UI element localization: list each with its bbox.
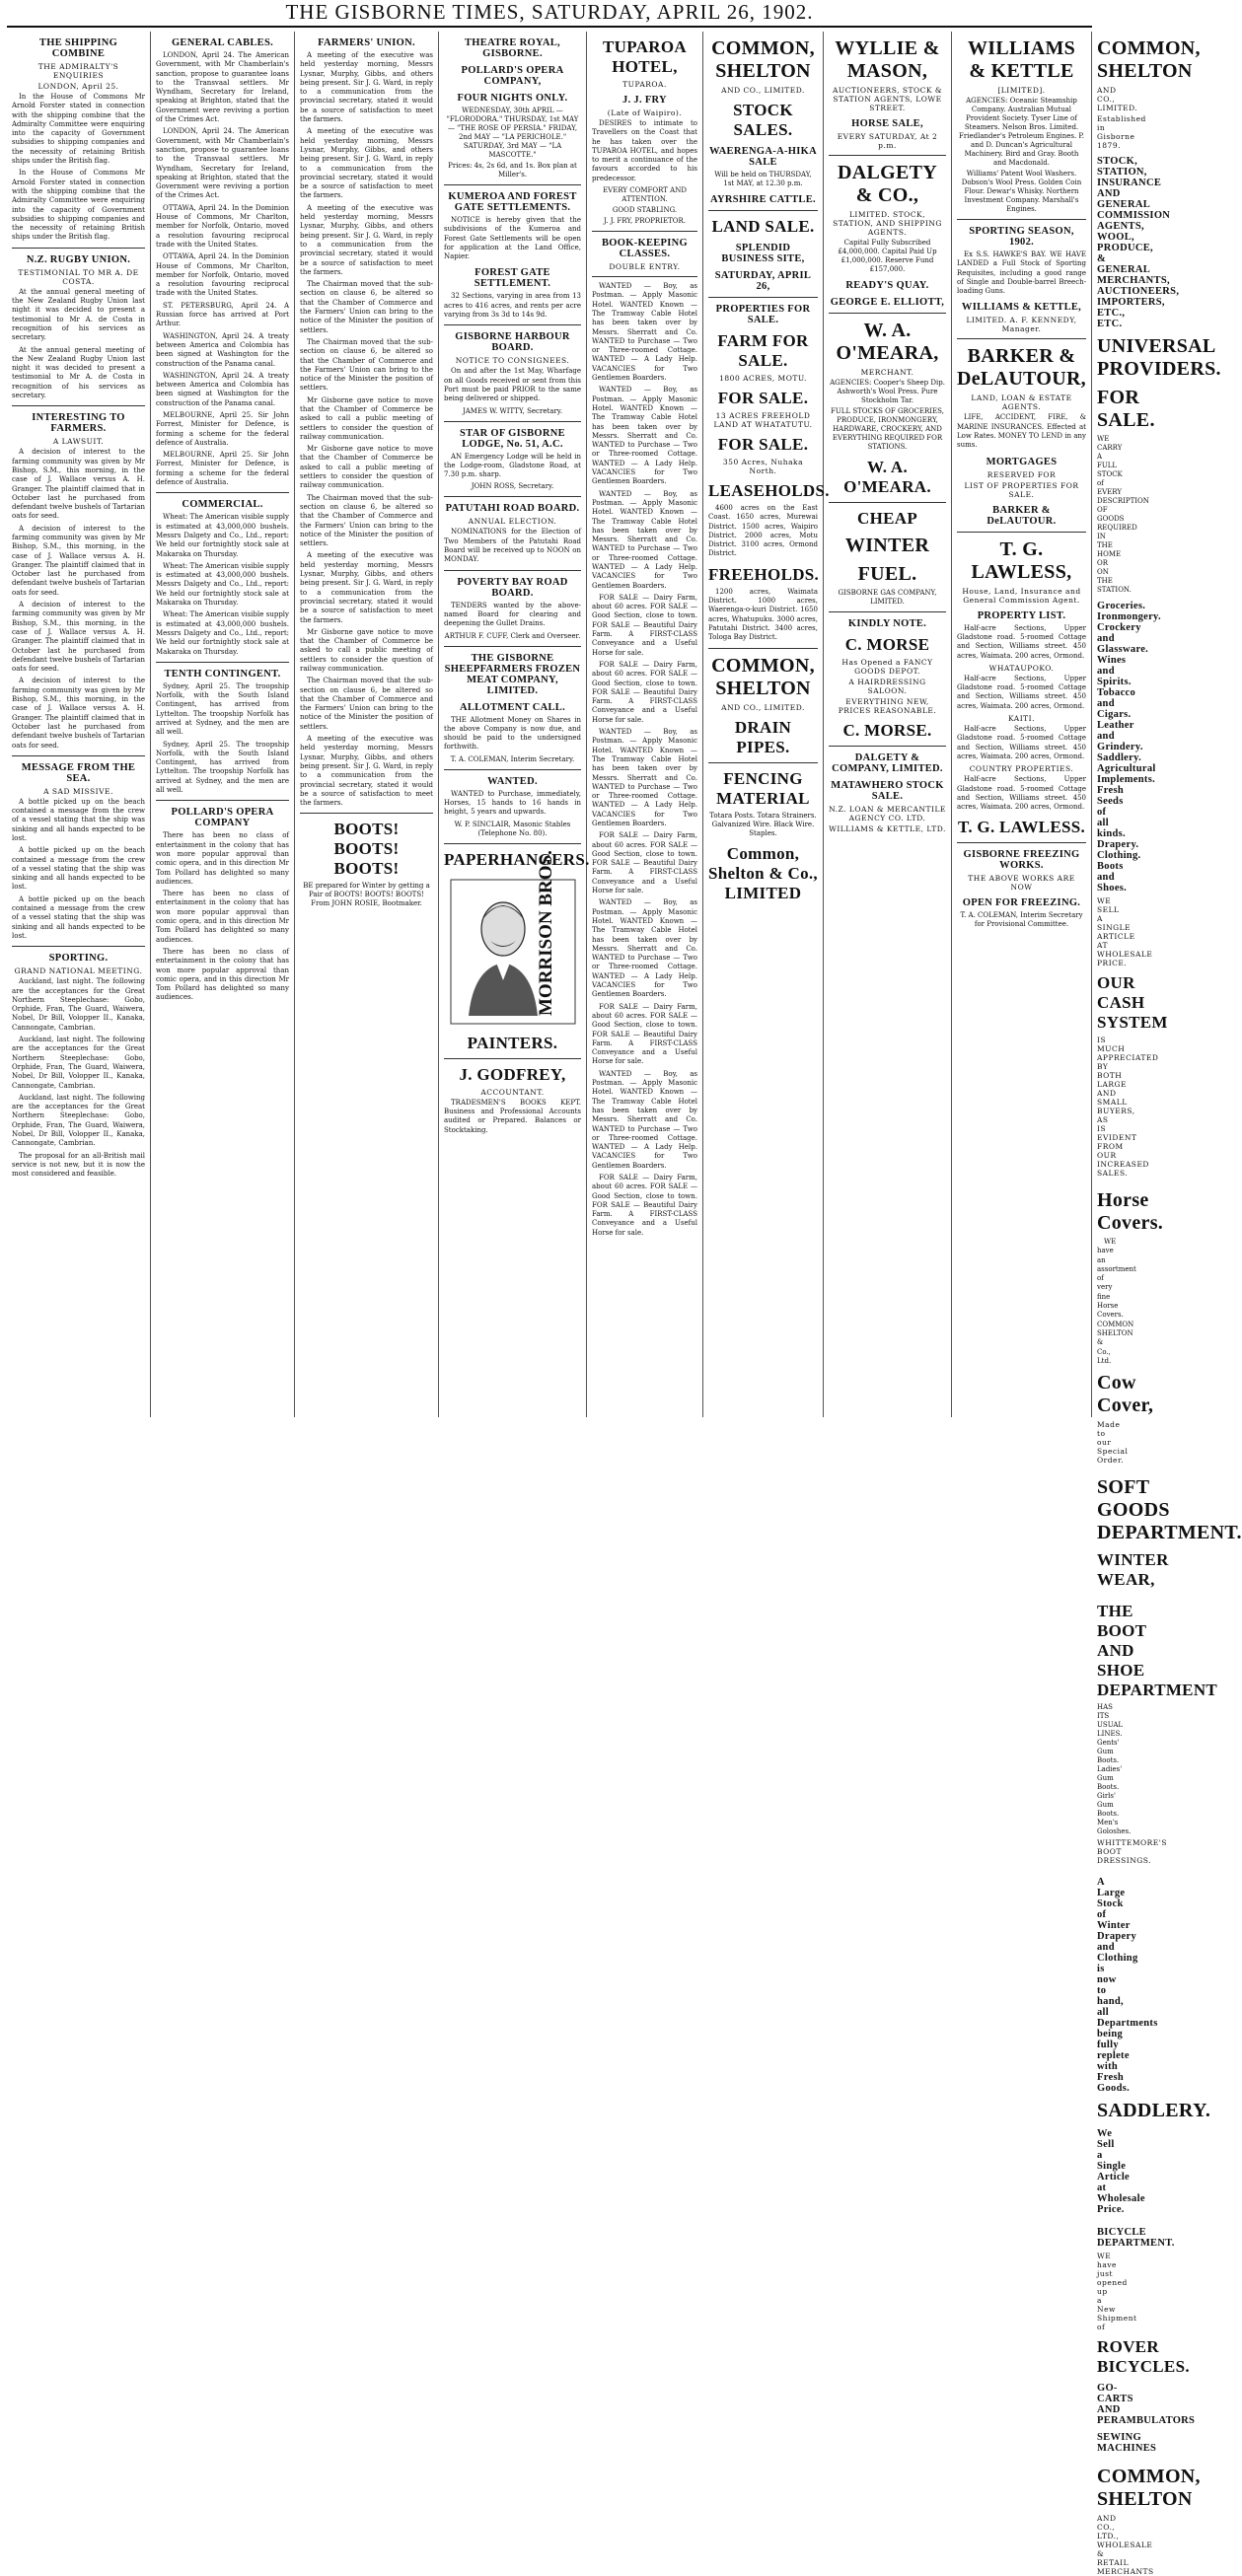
rugby-subheading: TESTIMONIAL TO MR A. DE COSTA. <box>18 267 139 286</box>
sea-body-2: A bottle picked up on the beach contained a message from the crew of a vessel stating that the ship was sinking and all hands expected to be lost. <box>12 846 145 892</box>
theatre-body: WEDNESDAY, 30th APRIL — "FLORODORA." THURSDAY, 1st MAY — "THE ROSE OF PERSIA." FRIDAY, 2nd MAY — "LA PERICHOLE." SATURDAY, 3rd MAY — "LA MASCOTTE." <box>446 107 579 159</box>
cs2-heading: COMMON, SHELTON <box>711 654 815 699</box>
shipping-subheading: THE ADMIRALTY'S ENQUIRIES <box>37 62 119 80</box>
poverty-sign: ARTHUR F. CUFF, Clerk and Overseer. <box>444 631 581 640</box>
omeara-stocks: FULL STOCKS OF GROCERIES, PRODUCE, IRONMONGERY, HARDWARE, CROCKERY, AND EVERYTHING REQUIRED FOR STATIONS. <box>831 407 944 451</box>
theatre-heading: THEATRE ROYAL, GISBORNE. <box>465 37 560 59</box>
hotel-stabling: GOOD STABLING. <box>612 206 678 215</box>
theatre-prices: Prices: 4s, 2s 6d, and 1s. Box plan at Miller's. <box>448 162 577 179</box>
sporting-body: Auckland, last night. The following are the acceptances for the Great Northern Steeplechase: Gobo, Orphide, Fran, The Guard, Waiwera, Nobel, Dr Bill, Volopper II., Kanaka, Cannongate, Cambrian. <box>12 977 145 1032</box>
gate-body: NOTICE is hereby given that the subdivisions of the Kumeroa and Forest Gate Settlements will be open for application at the Land Office, Napier. <box>444 216 581 261</box>
commercial-body-2: Wheat: The American visible supply is estimated at 43,000,000 bushels. Messrs Dalgety and Co., Ltd., report: We held our fortnightly stock sale at Makaraka on Thursday. <box>156 561 289 608</box>
poverty-heading: POVERTY BAY ROAD BOARD. <box>457 576 568 599</box>
wk-list: Williams' Patent Wool Washers. Dobson's Wool Press. Golden Coin Flour. Dewar's Whisky. Northern Investment Company. Marshall's Engines. <box>961 170 1082 213</box>
wk-sub: [LIMITED]. <box>997 86 1046 95</box>
kindly-note: KINDLY NOTE. <box>847 618 927 629</box>
elliott: GEORGE E. ELLIOTT, <box>830 297 945 308</box>
for-sale-body: 13 ACRES FREEHOLD LAND AT WHATATUTU. <box>713 411 813 429</box>
shipping-heading: THE SHIPPING COMBINE <box>38 37 118 59</box>
classifieds-4: FOR SALE — Dairy Farm, about 60 acres. FOR SALE — Good Section, close to town. FOR SALE — Beautiful Dairy Farm. A FIRST-CLASS Conveyance and a Useful Horse for sale. <box>592 593 697 657</box>
open-freezing: OPEN FOR FREEZING. <box>962 897 1081 909</box>
dalgety-2: DALGETY & COMPANY, LIMITED. <box>832 752 943 774</box>
for-sale-heading-2: FOR SALE. <box>717 435 809 454</box>
farmers-union-body-9: A meeting of the executive was held yesterday morning, Messrs Lysnar, Murphy, Gibbs, and others being present. Sir J. G. Ward, in reply to a communication from the provincial secretary, stated it would be a source of satisfaction to meet the farmers. <box>300 551 433 624</box>
winter: WINTER <box>844 535 930 556</box>
cables-body-4b: WASHINGTON, April 24. A treaty between America and Colombia has been signed at Washington for the construction of the Panama canal. <box>156 371 289 407</box>
rugby-heading: N.Z. RUGBY UNION. <box>26 253 131 265</box>
farm-heading: FARM FOR SALE. <box>717 331 809 370</box>
wk-2: WILLIAMS & KETTLE, <box>961 302 1082 314</box>
property-list-heading: PROPERTY LIST. <box>977 609 1066 621</box>
sea-heading: MESSAGE FROM THE SEA. <box>21 761 136 784</box>
cs2-sub: AND CO., LIMITED. <box>721 702 805 712</box>
cables-body-5: MELBOURNE, April 25. Sir John Forrest, Minister for Defence, is forming a scheme for the federal defence of Australia. <box>156 410 289 447</box>
cables-body-1b: LONDON, April 24. The American Government, with Mr Chamberlain's sanction, propose to guarantee loans to the Transvaal settlers. Mr Wyndham, Secretary for Ireland, speaking at Brighton, stated that the Government were reviving a portion of the Crimes Act. <box>156 127 289 200</box>
paperhangers-heading: PAPERHANGERS. <box>444 849 590 869</box>
mail-body: The proposal for an all-British mail service is not new, but it is now the most considered and feasible. <box>12 1151 145 1179</box>
patutahi-body: NOMINATIONS for the Election of Two Members of the Patutahi Road Board will be received up to NOON on MONDAY. <box>444 528 581 564</box>
nzloan: N.Z. LOAN & MERCANTILE AGENCY CO. LTD. <box>829 805 946 823</box>
morse-sub: Has Opened a FANCY GOODS DEPOT. <box>841 658 933 676</box>
classifieds-3: WANTED — Boy, as Postman. — Apply Masonic Hotel. WANTED Known — The Tramway Cable Hotel has been taken over by Messrs. Sherratt and Co. WANTED to Purchase — Two or Three-roomed Cottage. WANTED — A Lady Help. VACANCIES for Two Gentlemen Boarders. <box>592 489 697 590</box>
harbour-subheading: NOTICE TO CONSIGNEES. <box>455 356 570 366</box>
barker-heading: BARKER & DeLAUTOUR, <box>957 345 1086 391</box>
column-1 <box>7 32 151 1417</box>
coleman: T. A. COLEMAN, Interim Secretary for Provisional Committee. <box>960 911 1083 929</box>
farmers-body-3: A decision of interest to the farming community was given by Mr Bishop, S.M., this morning, in the case of J. Wallace versus A. H. Granger. The plaintiff claimed that in October last he purchased from defendant twelve bushels of Tartarian oats for seed. <box>12 601 145 674</box>
shipping-dateline: LONDON, April 25. <box>37 82 119 91</box>
sea-body: A bottle picked up on the beach contained a message from the crew of a vessel stating that the ship was sinking and all hands expected to be lost. <box>12 797 145 842</box>
allot-heading: ALLOTMENT CALL. <box>460 701 565 713</box>
rugby-body: At the annual general meeting of the New Zealand Rugby Union last night it was decided to present a testimonial to Mr A. de Costa in recognition of his services as secretary. <box>12 287 145 342</box>
farmers-union-body-2: A meeting of the executive was held yesterday morning, Messrs Lysnar, Murphy, Gibbs, and others being present. Sir J. G. Ward, in reply to a communication from the provincial secretary, stated it would be a source of satisfaction to meet the farmers. <box>300 127 433 200</box>
hotel-heading: TUPAROA HOTEL, <box>603 37 687 76</box>
wm-ltd: WILLIAMS & KETTLE, LTD. <box>829 824 946 833</box>
wanted-sign: W. P. SINCLAIR, Masonic Stables (Telephone No. 80). <box>454 820 571 837</box>
allot-body: THE Allotment Money on Shares in the above Company is now due, and should be paid to the undersigned forthwith. <box>444 715 581 751</box>
dalgety-sub: LIMITED. STOCK, STATION, AND SHIPPING AGENTS. <box>833 210 942 237</box>
lodge-body: AN Emergency Lodge will be held in the Lodge-room, Gladstone Road, at 7.30 p.m. sharp. <box>444 452 581 479</box>
matawhero: MATAWHERO STOCK SALE. <box>831 780 944 802</box>
farmers-subheading: A LAWSUIT. <box>52 437 105 447</box>
whataupoko: WHATAUPOKO. <box>988 663 1055 673</box>
gate-heading: KUMEROA AND FOREST GATE SETTLEMENTS. <box>448 191 577 213</box>
farmers-union-body-8: The Chairman moved that the sub-section on clause 6, be altered so that the Chamber of Commerce and the Farmers' Union can bring to the notice of the Minister the position of settlers. <box>300 493 433 548</box>
column-6 <box>703 32 830 1417</box>
omeara-sub: MERCHANT. <box>860 368 914 377</box>
property-body-4: Half-acre Sections, Upper Gladstone road. 5-roomed Cottage and Section, Williams street. 450 acres, Waimata. 200 acres, Ormond. <box>957 775 1086 812</box>
fuel: FUEL. <box>857 563 917 585</box>
pollard-heading: POLLARD'S OPERA COMPANY <box>171 807 274 829</box>
farmers-union-body-7: Mr Gisborne gave notice to move that the Chamber of Commerce be asked to call a public meeting of settlers to consider the question of railway communication. <box>300 445 433 490</box>
sporting-body-2: Auckland, last night. The following are the acceptances for the Great Northern Steeplechase: Gobo, Orphide, Fran, The Guard, Waiwera, Nobel, Dr Bill, Volopper II., Kanaka, Cannongate, Cambrian. <box>12 1036 145 1090</box>
forest-heading: FOREST GATE SETTLEMENT. <box>474 267 551 290</box>
classifieds-7: FOR SALE — Dairy Farm, about 60 acres. FOR SALE — Good Section, close to town. FOR SALE — Beautiful Dairy Farm. A FIRST-CLASS Conveyance and a Useful Horse for sale. <box>592 831 697 895</box>
column-8 <box>952 32 1092 1417</box>
sporting-subheading: GRAND NATIONAL MEETING. <box>14 966 143 976</box>
freezing-works: GISBORNE FREEZING WORKS. <box>963 849 1080 872</box>
farmers-heading: INTERESTING TO FARMERS. <box>32 412 125 435</box>
stock-sales-heading: STOCK SALES. <box>733 101 793 139</box>
commercial-heading: COMMERCIAL. <box>182 499 263 511</box>
cs3-heading: Common, Shelton & Co., LIMITED <box>708 843 818 902</box>
theatre-company: POLLARD'S OPERA COMPANY, <box>461 65 564 87</box>
farmers-union-body-12: A meeting of the executive was held yesterday morning, Messrs Lysnar, Murphy, Gibbs, and others being present. Sir J. G. Ward, in reply to a communication from the provincial secretary, stated it would be a source of satisfaction to meet the farmers. <box>300 735 433 808</box>
kaiti: KAITI. <box>1007 714 1036 724</box>
barker-2: BARKER & DeLAUTOUR. <box>986 504 1057 527</box>
hotel-sign: J. J. FRY, PROPRIETOR. <box>604 217 686 226</box>
sporting-heading: SPORTING. <box>48 953 109 965</box>
patutahi-heading: PATUTAHI ROAD BOARD. <box>445 503 580 515</box>
tenth-body: Sydney, April 25. The troopship Norfolk, with the South Island Contingent, has arrived from Lyttelton. The troopship Norfolk has arrived at Sydney, and the men are all well. <box>156 681 289 737</box>
everything-new: EVERYTHING NEW, PRICES REASONABLE. <box>838 697 937 715</box>
ready-quay: READY'S QUAY. <box>845 280 929 291</box>
wk-agencies: AGENCIES: Oceanic Steamship Company. Australian Mutual Provident Society. Tyser Line of Steamers. Nelson Bros. Limited. Friedlander's Petroleum Engines. P. and D. Duncan's Agricultural Machinery. Bird and Gray. Booth and Macdonald. <box>959 97 1084 167</box>
tenth-heading: TENTH CONTINGENT. <box>164 668 281 680</box>
hairdressing: A HAIRDRESSING SALOON. <box>848 678 926 695</box>
farmers-union-body-10: Mr Gisborne gave notice to move that the Chamber of Commerce be asked to call a public meeting of settlers to consider the question of railway communication. <box>300 627 433 673</box>
splendid-heading: SPLENDID BUSINESS SITE, <box>721 243 805 264</box>
godfrey-heading: J. GODFREY, <box>459 1064 566 1084</box>
godfrey-body: TRADESMEN'S BOOKS KEPT. Business and Professional Accounts audited or Prepared. Balances or Stocktaking. <box>444 1098 581 1134</box>
property-body-3: Half-acre Sections, Upper Gladstone road. 5-roomed Cottage and Section, Williams street. 450 acres, Waimata. 200 acres, Ormond. <box>957 725 1086 760</box>
classifieds-2: WANTED — Boy, as Postman. — Apply Masonic Hotel. WANTED Known — The Tramway Cable Hotel has been taken over by Messrs. Sherratt and Co. WANTED to Purchase — Two or Three-roomed Cottage. WANTED — A Lady Help. VACANCIES for Two Gentlemen Boarders. <box>592 386 697 486</box>
column-5 <box>587 32 703 1417</box>
lodge-sign: JOHN ROSS, Secretary. <box>471 482 554 491</box>
column-3 <box>295 32 439 1417</box>
fencing-heading: FENCING MATERIAL <box>716 768 810 808</box>
hotel-owner: J. J. FRY <box>622 95 667 106</box>
cables-body-2b: OTTAWA, April 24. In the Dominion House of Commons, Mr Charlton, member for Norfolk, Ontario, moved a resolution favouring reciprocal trade with the United States. <box>156 252 289 298</box>
theatre-nights: FOUR NIGHTS ONLY. <box>457 93 568 104</box>
properties-list: LIST OF PROPERTIES FOR SALE. <box>964 480 1079 499</box>
barker-sub: LAND, LOAN & ESTATE AGENTS. <box>971 394 1072 412</box>
classifieds-8: WANTED — Boy, as Postman. — Apply Masonic Hotel. WANTED Known — The Tramway Cable Hotel has been taken over by Messrs. Sherratt and Co. WANTED to Purchase — Two or Three-roomed Cottage. WANTED — A Lady Help. VACANCIES for Two Gentlemen Boarders. <box>592 898 697 999</box>
omeara-agencies: AGENCIES: Cooper's Sheep Dip. Ashworth's Wool Press. Pure Stockholm Tar. <box>830 379 945 404</box>
column-4 <box>439 32 590 1417</box>
freezing-heading: THE GISBORNE SHEEPFARMERS FROZEN MEAT COMPANY, LIMITED. <box>444 652 581 696</box>
bookkeeping-heading: BOOK-KEEPING CLASSES. <box>601 238 689 260</box>
property-body-2: Half-acre Sections, Upper Gladstone road. 5-roomed Cottage and Section, Williams street. 450 acres, Waimata. 200 acres, Ormond. <box>957 674 1086 710</box>
for-sale-heading: FOR SALE. <box>717 389 809 407</box>
freeholds-heading: FREEHOLDS. <box>708 564 820 584</box>
lodge-heading: STAR OF GISBORNE LODGE, No. 51, A.C. <box>460 427 565 450</box>
leasehold-body: 4600 acres on the East Coast. 1650 acres, Murewai District. 1500 acres, Waipiro District. 2000 acres, Motu District. 3100 acres, Ormond District. <box>708 504 818 558</box>
sporting-season: SPORTING SEASON, 1902. <box>969 226 1074 248</box>
wanted-heading: WANTED. <box>487 775 538 787</box>
farmers-union-heading: FARMERS' UNION. <box>318 37 415 48</box>
leaseholds-heading: LEASEHOLDS. <box>708 481 830 500</box>
cheap: CHEAP <box>857 509 917 528</box>
classifieds-10: WANTED — Boy, as Postman. — Apply Masonic Hotel. WANTED Known — The Tramway Cable Hotel has been taken over by Messrs. Sherratt and Co. WANTED to Purchase — Two or Three-roomed Cottage. WANTED — A Lady Help. VACANCIES for Two Gentlemen Boarders. <box>592 1069 697 1170</box>
gas-company: GISBORNE GAS COMPANY, LIMITED. <box>838 589 937 606</box>
harbour-sign: JAMES W. WITTY, Secretary. <box>462 406 563 415</box>
cables-body-3: ST. PETERSBURG, April 24. A Russian force has arrived at Port Arthur. <box>156 301 289 328</box>
painters-heading: PAINTERS. <box>467 1033 558 1052</box>
property-body: Half-acre Sections, Upper Gladstone road. 5-roomed Cottage and Section, Williams street. 450 acres, Waimata. 200 acres, Ormond. <box>957 623 1086 660</box>
newspaper-page <box>7 0 1242 2576</box>
boots-heading: BOOTS! BOOTS! BOOTS! <box>333 820 400 879</box>
farm-body: 1800 ACRES, MOTU. <box>719 374 807 383</box>
dalgety-capital: Capital Fully Subscribed £4,000,000. Capital Paid Up £1,000,000. Reserve Fund £157,000. <box>838 239 937 273</box>
masthead <box>7 0 1092 28</box>
hotel-place: TUPAROA. <box>622 80 667 89</box>
farmers-body-4: A decision of interest to the farming community was given by Mr Bishop, S.M., this morning, in the case of J. Wallace versus A. H. Granger. The plaintiff claimed that in October last he purchased from defendant twelve bushels of Tartarian oats for seed. <box>12 677 145 750</box>
tenth-body-2: Sydney, April 25. The troopship Norfolk, with the South Island Contingent, has arrived from Lyttelton. The troopship Norfolk has arrived at Sydney, and the men are all well. <box>156 740 289 795</box>
patutahi-subheading: ANNUAL ELECTION. <box>468 517 557 527</box>
sporting-body-3: Auckland, last night. The following are the acceptances for the Great Northern Steeplechase: Gobo, Orphide, Fran, The Guard, Waiwera, Nobel, Dr Bill, Volopper II., Kanaka, Cannongate, Cambrian. <box>12 1093 145 1148</box>
wyllie-heading: WYLLIE & MASON, <box>835 37 940 82</box>
freehold-body: 1200 acres, Waimata District. 1000 acres, Waerenga-o-kuri District. 1650 acres, Whatupuku. 3000 acres, Patutahi District. 3400 acres, Tologa Bay District. <box>708 587 818 642</box>
reserved: RESERVED FOR <box>986 469 1057 479</box>
farmers-union-body-6: Mr Gisborne gave notice to move that the Chamber of Commerce be asked to call a public meeting of settlers to consider the question of railway communication. <box>300 395 433 441</box>
lawless-heading: T. G. LAWLESS, <box>971 537 1072 583</box>
hotel-sub: (Late of Waipiro). <box>607 108 683 117</box>
land-sale-heading: LAND SALE. <box>711 217 815 236</box>
farmers-union-body-11: The Chairman moved that the sub-section on clause 6, be altered so that the Chamber of Commerce and the Farmers' Union can bring to the notice of the Minister the position of settlers. <box>300 677 433 731</box>
commercial-body-3: Wheat: The American visible supply is estimated at 43,000,000 bushels. Messrs Dalgety and Co., Ltd., report: We held our fortnightly stock sale at Makaraka on Thursday. <box>156 610 289 656</box>
morse-heading: C. MORSE <box>844 635 930 654</box>
sea-body-3: A bottle picked up on the beach contained a message from the crew of a vessel stating that the ship was sinking and all hands expected to be lost. <box>12 894 145 940</box>
shipping-body: In the House of Commons Mr Arnold Forster stated in connection with the shipping combine that the Admiralty Committee were enquiring into the capacity of Government subsidies to shipping companies and the necessity of retaining British ships under the British flag. <box>12 93 145 166</box>
portrait-caption: MORRISON BROS. <box>535 849 556 1016</box>
farmers-union-body: A meeting of the executive was held yesterday morning, Messrs Lysnar, Murphy, Gibbs, and others being present. Sir J. G. Ward, in reply to a communication from the provincial secretary, stated it would be a source of satisfaction to meet the farmers. <box>300 51 433 124</box>
columns <box>7 32 1242 2576</box>
wyllie-sub: AUCTIONEERS, STOCK & STATION AGENTS, LOWE STREET. <box>832 86 943 112</box>
allot-sign: T. A. COLEMAN, Interim Secretary. <box>450 754 575 763</box>
country-properties: COUNTRY PROPERTIES. <box>969 764 1074 774</box>
classifieds-1: WANTED — Boy, as Postman. — Apply Masonic Hotel. WANTED Known — The Tramway Cable Hotel has been taken over by Messrs. Sherratt and Co. WANTED to Purchase — Two or Three-roomed Cottage. WANTED — A Lady Help. VACANCIES for Two Gentlemen Boarders. <box>592 282 697 383</box>
freezing-sub: THE ABOVE WORKS ARE NOW <box>968 874 1075 893</box>
horse-date: EVERY SATURDAY, At 2 p.m. <box>837 132 938 150</box>
boots-body: BE prepared for Winter by getting a Pair of BOOTS! BOOTS! BOOTS! From JOHN ROSIE, Bootmaker. <box>303 882 430 908</box>
dalgety-heading: DALGETY & CO., <box>837 162 937 206</box>
rugby-body-2: At the annual general meeting of the New Zealand Rugby Union last night it was decided to present a testimonial to Mr A. de Costa in recognition of his services as secretary. <box>12 345 145 400</box>
lawless-sub: House, Land, Insurance and General Commission Agent. <box>962 586 1081 605</box>
morse-2: C. MORSE. <box>842 721 932 740</box>
column-7 <box>824 32 952 1417</box>
sea-subheading: A SAD MISSIVE. <box>43 786 113 796</box>
omeara-heading: W. A. O'MEARA, <box>836 320 939 364</box>
cs-heading: COMMON, SHELTON <box>711 37 815 82</box>
pollard-body-2: There has been no class of entertainment in the colony that has won more popular approval than comic opera, and in this direction Mr Tom Pollard has delighted so many audiences. <box>156 890 289 944</box>
horse-sale-heading: HORSE SALE, <box>851 118 923 129</box>
harbour-heading: GISBORNE HARBOUR BOARD. <box>455 331 570 354</box>
pollard-body: There has been no class of entertainment in the colony that has won more popular approval than comic opera, and in this direction Mr Tom Pollard has delighted so many audiences. <box>156 831 289 886</box>
pollard-body-3: There has been no class of entertainment in the colony that has won more popular approval than comic opera, and in this direction Mr Tom Pollard has delighted so many audiences. <box>156 947 289 1002</box>
farmers-union-body-5: The Chairman moved that the sub-section on clause 6, be altered so that the Chamber of Commerce and the Farmers' Union can bring to the notice of the Minister the position of settlers. <box>300 337 433 393</box>
farmers-body: A decision of interest to the farming community was given by Mr Bishop, S.M., this morning, in the case of J. Wallace versus A. H. Granger. The plaintiff claimed that in October last he purchased from defendant twelve bushels of Tartarian oats for seed. <box>12 448 145 521</box>
godfrey-title: ACCOUNTANT. <box>480 1087 545 1097</box>
hotel-lines: EVERY COMFORT AND ATTENTION. <box>603 186 687 204</box>
farmers-body-2: A decision of interest to the farming community was given by Mr Bishop, S.M., this morning, in the case of J. Wallace versus A. H. Granger. The plaintiff claimed that in October last he purchased from defendant twelve bushels of Tartarian oats for seed. <box>12 524 145 597</box>
barker-body: LIFE, ACCIDENT, FIRE, & MARINE INSURANCES. Effected at Low Rates. MONEY TO LEND in any sums. <box>957 413 1086 450</box>
sporting-season-body: Ex S.S. HAWKE'S BAY. WE HAVE LANDED a Full Stock of Sporting Requisites, including a good range of Single and Double-barrel Breech-loading Guns. <box>957 250 1086 296</box>
cables-heading: GENERAL CABLES. <box>171 37 274 48</box>
cables-body-2: OTTAWA, April 24. In the Dominion House of Commons, Mr Charlton, member for Norfolk, Ontario, moved a resolution favouring reciprocal trade with the United States. <box>156 203 289 249</box>
sale-date: Will be held on THURSDAY, 1st MAY, at 12.30 p.m. <box>714 171 812 187</box>
ayrshire-heading: AYRSHIRE CATTLE. <box>710 194 816 205</box>
shipping-body-2: In the House of Commons Mr Arnold Forster stated in connection with the shipping combine that the Admiralty Committee were enquiring into the capacity of Government subsidies to shipping companies and the necessity of retaining British ships under the British flag. <box>12 169 145 242</box>
classifieds-5: FOR SALE — Dairy Farm, about 60 acres. FOR SALE — Good Section, close to town. FOR SALE — Beautiful Dairy Farm. A FIRST-CLASS Conveyance and a Useful Horse for sale. <box>592 660 697 724</box>
classifieds-9: FOR SALE — Dairy Farm, about 60 acres. FOR SALE — Good Section, close to town. FOR SALE — Beautiful Dairy Farm. A FIRST-CLASS Conveyance and a Useful Horse for sale. <box>592 1002 697 1066</box>
forest-body: 32 Sections, varying in area from 13 acres to 416 acres, and rents per acre varying from 3s 3d to 14s 9d. <box>444 292 581 320</box>
farmers-union-body-3: A meeting of the executive was held yesterday morning, Messrs Lysnar, Murphy, Gibbs, and others being present. Sir J. G. Ward, in reply to a communication from the provincial secretary, stated it would be a source of satisfaction to meet the farmers. <box>300 203 433 276</box>
fencing-body: Totara Posts. Totara Strainers. Galvanized Wire. Black Wire. Staples. <box>709 811 817 837</box>
wanted-body: WANTED to Purchase, immediately, Horses, 15 hands to 16 hands in height, 5 years and upwards. <box>444 789 581 817</box>
double-entry: DOUBLE ENTRY. <box>609 262 681 272</box>
cs-sub: AND CO., LIMITED. <box>721 86 805 95</box>
lawless-2: T. G. LAWLESS. <box>957 818 1086 837</box>
cables-body-5b: MELBOURNE, April 25. Sir John Forrest, Minister for Defence, is forming a scheme for the federal defence of Australia. <box>156 451 289 487</box>
wk-heading: WILLIAMS & KETTLE <box>967 37 1076 82</box>
column-9: COMMON, SHELTON AND CO., LIMITED. Established in Gisborne 1879. STOCK, STATION, INSURANCE AND GENERAL COMMISSION AGENTS, WOOL, PRODUCE, & GENERAL MERCHANTS, AUCTIONEERS, IMPORTERS, ETC., ETC. UNIVERSAL PROVIDERS. FOR SALE. WE CARRY A FULL STOCK of EVERY DESCRIPTION OF GOODS REQUIRED IN THE HOME OR ON THE STATION. Groceries. Ironmongery. Crockery and Glassware. Wines and Spirits. Tobacco and Cigars. Leather and Grindery. Saddlery. Agricultural Implements. Fresh Seeds of all kinds. Drapery. Clothing. Boots and Shoes. WE SELL A SINGLE ARTICLE AT WHOLESALE PRICE. OUR CASH SYSTEM IS MUCH APPRECIATED BY BOTH LARGE AND SMALL BUYERS, AS IS EVIDENT FROM OUR INCREASED SALES. Horse Covers. WE have an assortment of very fine Horse Covers. COMMON SHELTON & Co., Ltd. Cow Cover, Made to our Special Order. SOFT GOODS DEPARTMENT. WINTER WEAR, THE BOOT AND SHOE DEPARTMENT HAS ITS USUAL LINES. Gents' Gum Boots. Ladies' Gum Boots. Girls' Gum Boots. Men's Goloshes. WHITTEMORE'S BOOT DRESSINGS. A Large Stock of Winter Drapery and Clothing is now to hand, all Departments being fully replete with Fresh Goods. SADDLERY. We Sell a Single Article at Wholesale Price. BICYCLE DEPARTMENT. WE have just opened up a New Shipment of ROVER BICYCLES. GO-CARTS AND PERAMBULATORS SEWING MACHINES COMMON, SHELTON AND CO., LTD., WHOLESALE & RETAIL MERCHANTS <box>1097 37 1242 2576</box>
cables-body-1: LONDON, April 24. The American Government, with Mr Chamberlain's sanction, propose to guarantee loans to the Transvaal settlers. Mr Wyndham, Secretary for Ireland, speaking at Brighton, stated that the Government were reviving a portion of the Crimes Act. <box>156 51 289 124</box>
hotel-body: DESIRES to intimate to Travellers on the Coast that he has taken over the TUPAROA HOTEL, and hopes to merit a continuance of the favours accorded to his predecessor. <box>592 119 697 182</box>
classifieds-6: WANTED — Boy, as Postman. — Apply Masonic Hotel. WANTED Known — The Tramway Cable Hotel has been taken over by Messrs. Sherratt and Co. WANTED to Purchase — Two or Three-roomed Cottage. WANTED — A Lady Help. VACANCIES for Two Gentlemen Boarders. <box>592 728 697 827</box>
classifieds-11: FOR SALE — Dairy Farm, about 60 acres. FOR SALE — Good Section, close to town. FOR SALE — Beautiful Dairy Farm. A FIRST-CLASS Conveyance and a Useful Horse for sale. <box>592 1173 697 1237</box>
waerenga-heading: WAERENGA-A-HIKA SALE <box>709 146 817 168</box>
cables-body-4: WASHINGTON, April 24. A treaty between America and Colombia has been signed at Washington for the construction of the Panama canal. <box>156 331 289 368</box>
sat-heading: SATURDAY, APRIL 26, <box>714 270 812 292</box>
omeara-2: W. A. O'MEARA. <box>843 458 931 496</box>
mortgages: MORTGAGES <box>986 456 1058 467</box>
column-2 <box>151 32 295 1417</box>
harbour-body: On and after the 1st May, Wharfage on all Goods received or sent from this Port must be paid PRIOR to the same being delivered or shipped. <box>444 367 581 403</box>
drain-heading: DRAIN PIPES. <box>734 717 792 756</box>
poverty-body: TENDERS wanted by the above-named Board for clearing and deepening the Gullet Drains. <box>444 601 581 628</box>
masthead-title: THE GISBORNE TIMES, SATURDAY, APRIL 26, 1902. <box>285 0 814 24</box>
nuhaka: 350 Acres, Nuhaka North. <box>722 458 804 475</box>
farmers-union-body-4: The Chairman moved that the sub-section on clause 6, be altered so that the Chamber of Commerce and the Farmers' Union can bring to the notice of the Minister the position of settlers. <box>300 280 433 334</box>
commercial-body: Wheat: The American visible supply is estimated at 43,000,000 bushels. Messrs Dalgety and Co., Ltd., report: We held our fortnightly stock sale at Makaraka on Thursday. <box>156 513 289 558</box>
wk-2-sub: LIMITED. A. F. KENNEDY, Manager. <box>966 316 1077 334</box>
props-heading: PROPERTIES FOR SALE. <box>715 304 811 325</box>
